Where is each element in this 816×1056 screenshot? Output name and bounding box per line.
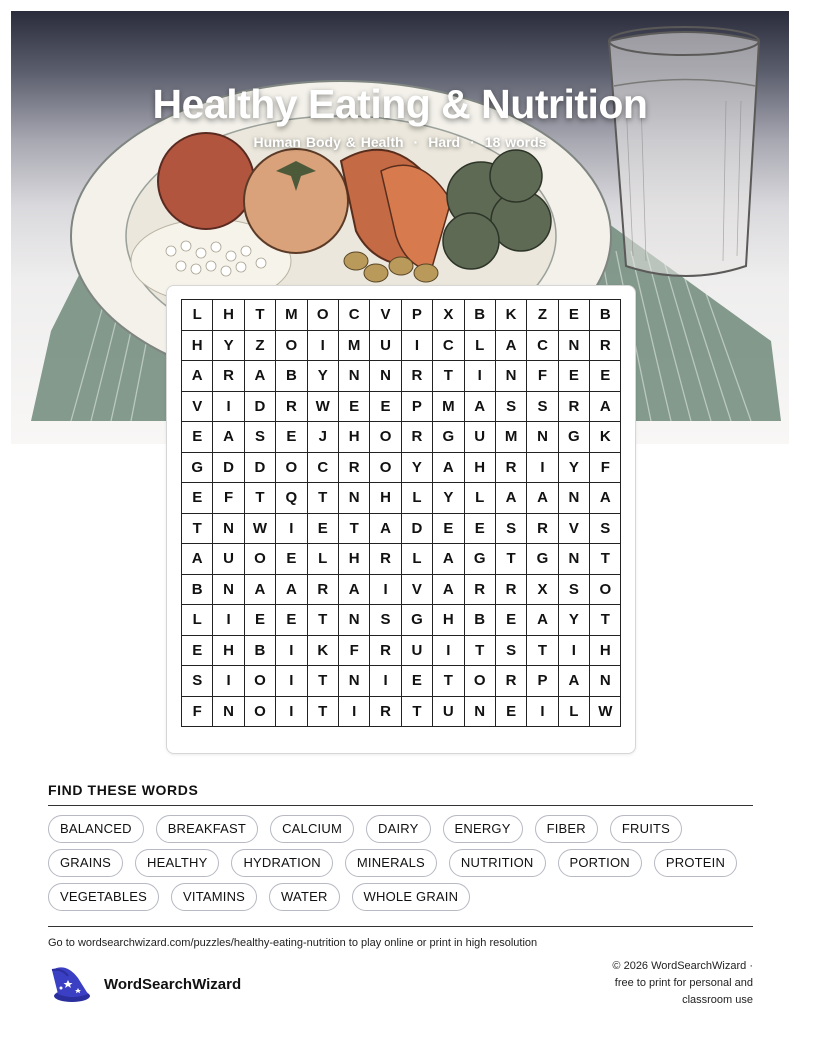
grid-cell[interactable]: G — [464, 544, 495, 575]
grid-cell[interactable]: T — [307, 483, 338, 514]
puzzle-grid-card — [166, 285, 636, 754]
grid-cell[interactable]: B — [590, 300, 621, 331]
grid-cell[interactable]: T — [338, 513, 369, 544]
grid-cell[interactable]: O — [370, 422, 401, 453]
grid-cell[interactable]: T — [590, 544, 621, 575]
grid-cell[interactable]: N — [558, 544, 589, 575]
grid-cell[interactable]: N — [370, 361, 401, 392]
grid-cell[interactable]: G — [401, 605, 432, 636]
grid-cell[interactable]: L — [558, 696, 589, 727]
word-chip: FRUITS — [610, 815, 682, 843]
grid-cell[interactable]: T — [527, 635, 558, 666]
grid-cell[interactable]: Y — [433, 483, 464, 514]
grid-cell[interactable]: P — [401, 300, 432, 331]
wizard-hat-icon — [48, 964, 90, 1004]
grid-cell[interactable]: A — [558, 666, 589, 697]
grid-cell[interactable]: S — [495, 391, 526, 422]
word-chip: MINERALS — [345, 849, 437, 877]
grid-cell[interactable]: V — [401, 574, 432, 605]
grid-cell[interactable]: T — [433, 666, 464, 697]
brand-logo — [48, 964, 241, 1004]
grid-row — [182, 361, 621, 392]
grid-cell[interactable]: T — [590, 605, 621, 636]
grid-cell[interactable]: I — [276, 513, 307, 544]
word-chip: VEGETABLES — [48, 883, 159, 911]
letter-grid — [181, 299, 621, 727]
grid-cell[interactable]: T — [244, 483, 275, 514]
grid-cell[interactable]: R — [401, 422, 432, 453]
grid-cell[interactable]: E — [558, 361, 589, 392]
grid-cell[interactable]: Y — [213, 330, 244, 361]
grid-cell[interactable]: H — [338, 544, 369, 575]
grid-cell[interactable]: F — [590, 452, 621, 483]
difficulty-label: Hard — [428, 134, 461, 150]
grid-cell[interactable]: O — [590, 574, 621, 605]
category-label: Human Body & Health — [253, 134, 404, 150]
grid-row — [182, 635, 621, 666]
word-chip: PROTEIN — [654, 849, 737, 877]
word-chip: GRAINS — [48, 849, 123, 877]
grid-cell[interactable]: Y — [401, 452, 432, 483]
grid-cell[interactable]: U — [401, 635, 432, 666]
copyright-line: free to print for personal and — [614, 977, 753, 989]
grid-cell[interactable]: R — [338, 452, 369, 483]
grid-cell[interactable]: O — [464, 666, 495, 697]
grid-cell[interactable]: I — [213, 391, 244, 422]
grid-cell[interactable]: L — [464, 483, 495, 514]
grid-cell[interactable]: T — [307, 666, 338, 697]
grid-cell[interactable]: R — [495, 666, 526, 697]
grid-cell[interactable]: A — [495, 483, 526, 514]
grid-cell[interactable]: C — [338, 300, 369, 331]
grid-cell[interactable]: L — [401, 544, 432, 575]
grid-cell[interactable]: E — [182, 422, 213, 453]
word-list-heading: FIND THESE WORDS — [48, 782, 199, 798]
grid-cell[interactable]: E — [370, 391, 401, 422]
grid-cell[interactable]: N — [590, 666, 621, 697]
grid-cell[interactable]: D — [213, 452, 244, 483]
grid-cell[interactable]: U — [213, 544, 244, 575]
grid-cell[interactable]: A — [464, 391, 495, 422]
grid-row — [182, 605, 621, 636]
word-chip: HYDRATION — [231, 849, 332, 877]
grid-cell[interactable]: O — [244, 696, 275, 727]
grid-cell[interactable]: Y — [558, 605, 589, 636]
grid-cell[interactable]: A — [276, 574, 307, 605]
grid-cell[interactable]: E — [464, 513, 495, 544]
grid-cell[interactable]: T — [433, 361, 464, 392]
grid-cell[interactable]: I — [370, 666, 401, 697]
grid-cell[interactable]: W — [307, 391, 338, 422]
grid-cell[interactable]: A — [338, 574, 369, 605]
grid-cell[interactable]: T — [401, 696, 432, 727]
grid-cell[interactable]: R — [276, 391, 307, 422]
grid-cell[interactable]: R — [370, 635, 401, 666]
grid-cell[interactable]: I — [307, 330, 338, 361]
grid-cell[interactable]: H — [213, 300, 244, 331]
grid-cell[interactable]: A — [590, 391, 621, 422]
word-list — [48, 815, 758, 911]
word-chip: WHOLE GRAIN — [352, 883, 471, 911]
grid-cell[interactable]: N — [495, 361, 526, 392]
grid-cell[interactable]: W — [244, 513, 275, 544]
divider — [48, 805, 753, 806]
grid-cell[interactable]: H — [370, 483, 401, 514]
grid-cell[interactable]: D — [401, 513, 432, 544]
grid-cell[interactable]: R — [590, 330, 621, 361]
grid-cell[interactable]: A — [433, 574, 464, 605]
grid-row — [182, 483, 621, 514]
grid-cell[interactable]: H — [338, 422, 369, 453]
grid-cell[interactable]: B — [182, 574, 213, 605]
grid-cell[interactable]: N — [213, 696, 244, 727]
grid-cell[interactable]: R — [558, 391, 589, 422]
grid-row — [182, 666, 621, 697]
grid-cell[interactable]: O — [276, 330, 307, 361]
grid-cell[interactable]: G — [558, 422, 589, 453]
grid-cell[interactable]: R — [213, 361, 244, 392]
grid-cell[interactable]: E — [495, 696, 526, 727]
grid-cell[interactable]: Y — [307, 361, 338, 392]
grid-cell[interactable]: I — [433, 635, 464, 666]
grid-cell[interactable]: F — [338, 635, 369, 666]
grid-cell[interactable]: H — [590, 635, 621, 666]
grid-cell[interactable]: W — [590, 696, 621, 727]
grid-cell[interactable]: R — [495, 452, 526, 483]
grid-cell[interactable]: Q — [276, 483, 307, 514]
grid-cell[interactable]: R — [464, 574, 495, 605]
grid-cell[interactable]: S — [495, 513, 526, 544]
grid-cell[interactable]: A — [433, 452, 464, 483]
grid-cell[interactable]: A — [244, 361, 275, 392]
grid-cell[interactable]: I — [558, 635, 589, 666]
grid-cell[interactable]: F — [182, 696, 213, 727]
grid-cell[interactable]: T — [244, 300, 275, 331]
grid-cell[interactable]: B — [464, 605, 495, 636]
grid-cell[interactable]: E — [182, 635, 213, 666]
copyright-line: © 2026 WordSearchWizard · — [612, 960, 753, 972]
grid-cell[interactable]: O — [307, 300, 338, 331]
grid-cell[interactable]: T — [307, 696, 338, 727]
grid-row — [182, 330, 621, 361]
grid-cell[interactable]: Z — [244, 330, 275, 361]
copyright-line: classroom use — [682, 994, 753, 1006]
grid-cell[interactable]: P — [527, 666, 558, 697]
grid-cell[interactable]: S — [558, 574, 589, 605]
grid-cell[interactable]: Y — [558, 452, 589, 483]
grid-cell[interactable]: M — [495, 422, 526, 453]
grid-cell[interactable]: H — [182, 330, 213, 361]
grid-cell[interactable]: I — [276, 666, 307, 697]
grid-row — [182, 452, 621, 483]
grid-cell[interactable]: X — [433, 300, 464, 331]
word-chip: BREAKFAST — [156, 815, 258, 843]
grid-cell[interactable]: F — [527, 361, 558, 392]
grid-cell[interactable]: L — [182, 605, 213, 636]
grid-cell[interactable]: U — [370, 330, 401, 361]
grid-cell[interactable]: D — [244, 452, 275, 483]
grid-cell[interactable]: H — [464, 452, 495, 483]
grid-cell[interactable]: A — [495, 330, 526, 361]
grid-cell[interactable]: R — [307, 574, 338, 605]
brand-name: WordSearchWizard — [104, 975, 242, 993]
grid-cell[interactable]: E — [433, 513, 464, 544]
grid-cell[interactable]: A — [213, 422, 244, 453]
grid-cell[interactable]: E — [495, 605, 526, 636]
word-chip: ENERGY — [443, 815, 523, 843]
grid-cell[interactable]: K — [307, 635, 338, 666]
grid-cell[interactable]: F — [213, 483, 244, 514]
word-count-label: 18 words — [484, 134, 547, 150]
grid-cell[interactable]: H — [433, 605, 464, 636]
grid-cell[interactable]: N — [338, 483, 369, 514]
grid-cell[interactable]: I — [213, 605, 244, 636]
grid-cell[interactable]: N — [213, 574, 244, 605]
grid-cell[interactable]: O — [244, 544, 275, 575]
grid-cell[interactable]: N — [558, 330, 589, 361]
grid-cell[interactable]: L — [307, 544, 338, 575]
grid-cell[interactable]: E — [244, 605, 275, 636]
grid-row — [182, 422, 621, 453]
grid-cell[interactable]: P — [401, 391, 432, 422]
grid-cell[interactable]: C — [307, 452, 338, 483]
grid-cell[interactable]: N — [464, 696, 495, 727]
grid-cell[interactable]: O — [370, 452, 401, 483]
grid-cell[interactable]: I — [464, 361, 495, 392]
word-chip: DAIRY — [366, 815, 431, 843]
grid-cell[interactable]: I — [276, 635, 307, 666]
grid-cell[interactable]: S — [370, 605, 401, 636]
grid-row — [182, 544, 621, 575]
grid-cell[interactable]: O — [276, 452, 307, 483]
grid-cell[interactable]: E — [558, 300, 589, 331]
grid-cell[interactable]: R — [370, 544, 401, 575]
grid-cell[interactable]: A — [527, 483, 558, 514]
grid-cell[interactable]: B — [464, 300, 495, 331]
grid-cell[interactable]: L — [401, 483, 432, 514]
grid-cell[interactable]: T — [464, 635, 495, 666]
grid-cell[interactable]: C — [433, 330, 464, 361]
grid-cell[interactable]: I — [276, 696, 307, 727]
grid-cell[interactable]: I — [527, 696, 558, 727]
grid-cell[interactable]: G — [527, 544, 558, 575]
grid-cell[interactable]: E — [276, 422, 307, 453]
grid-cell[interactable]: T — [495, 544, 526, 575]
grid-cell[interactable]: N — [338, 605, 369, 636]
grid-cell[interactable]: A — [590, 483, 621, 514]
grid-cell[interactable]: N — [338, 361, 369, 392]
page-title: Healthy Eating & Nutrition — [152, 81, 648, 127]
grid-cell[interactable]: E — [182, 483, 213, 514]
meta-separator: · — [413, 134, 419, 150]
grid-cell[interactable]: I — [338, 696, 369, 727]
grid-cell[interactable]: M — [433, 391, 464, 422]
grid-cell[interactable]: S — [244, 422, 275, 453]
grid-cell[interactable]: R — [495, 574, 526, 605]
word-chip: HEALTHY — [135, 849, 219, 877]
word-chip: NUTRITION — [449, 849, 546, 877]
grid-cell[interactable]: V — [182, 391, 213, 422]
grid-cell[interactable]: A — [370, 513, 401, 544]
word-chip: VITAMINS — [171, 883, 257, 911]
copyright-notice — [583, 958, 753, 1009]
grid-cell[interactable]: X — [527, 574, 558, 605]
grid-cell[interactable]: S — [590, 513, 621, 544]
word-chip: BALANCED — [48, 815, 144, 843]
grid-cell[interactable]: J — [307, 422, 338, 453]
grid-cell[interactable]: O — [244, 666, 275, 697]
grid-cell[interactable]: A — [527, 605, 558, 636]
grid-cell[interactable]: A — [182, 544, 213, 575]
grid-cell[interactable]: E — [307, 513, 338, 544]
grid-cell[interactable]: K — [495, 300, 526, 331]
grid-cell[interactable]: S — [182, 666, 213, 697]
grid-cell[interactable]: I — [527, 452, 558, 483]
grid-cell[interactable]: G — [433, 422, 464, 453]
word-chip: CALCIUM — [270, 815, 354, 843]
grid-row — [182, 391, 621, 422]
grid-cell[interactable]: N — [213, 513, 244, 544]
grid-cell[interactable]: N — [527, 422, 558, 453]
grid-cell[interactable]: K — [590, 422, 621, 453]
grid-cell[interactable]: L — [182, 300, 213, 331]
grid-cell[interactable]: H — [213, 635, 244, 666]
grid-row — [182, 300, 621, 331]
grid-cell[interactable]: E — [276, 544, 307, 575]
grid-cell[interactable]: I — [401, 330, 432, 361]
footer-url-text: Go to wordsearchwizard.com/puzzles/healthy-eating-nutrition to play online or print in high resolution — [48, 937, 538, 949]
grid-cell[interactable]: E — [590, 361, 621, 392]
grid-row — [182, 513, 621, 544]
puzzle-meta — [11, 134, 789, 150]
grid-cell[interactable]: V — [558, 513, 589, 544]
grid-cell[interactable]: A — [433, 544, 464, 575]
grid-cell[interactable]: U — [433, 696, 464, 727]
grid-cell[interactable]: R — [527, 513, 558, 544]
grid-cell[interactable]: M — [276, 300, 307, 331]
word-chip: WATER — [269, 883, 340, 911]
grid-cell[interactable]: E — [338, 391, 369, 422]
grid-cell[interactable]: B — [244, 635, 275, 666]
grid-cell[interactable]: T — [307, 605, 338, 636]
grid-cell[interactable]: G — [182, 452, 213, 483]
grid-cell[interactable]: R — [370, 696, 401, 727]
grid-cell[interactable]: N — [338, 666, 369, 697]
grid-cell[interactable]: T — [182, 513, 213, 544]
word-chip: FIBER — [535, 815, 598, 843]
grid-cell[interactable]: N — [558, 483, 589, 514]
grid-cell[interactable]: E — [276, 605, 307, 636]
grid-cell[interactable]: L — [464, 330, 495, 361]
grid-cell[interactable]: A — [182, 361, 213, 392]
grid-row — [182, 574, 621, 605]
grid-cell[interactable]: D — [244, 391, 275, 422]
grid-cell[interactable]: I — [370, 574, 401, 605]
grid-cell[interactable]: A — [244, 574, 275, 605]
word-chip: PORTION — [558, 849, 642, 877]
grid-cell[interactable]: B — [276, 361, 307, 392]
meta-separator: · — [470, 134, 475, 150]
grid-cell[interactable]: C — [527, 330, 558, 361]
grid-row — [182, 696, 621, 727]
divider — [48, 926, 753, 927]
grid-cell[interactable]: E — [401, 666, 432, 697]
grid-cell[interactable]: Z — [527, 300, 558, 331]
grid-cell[interactable]: U — [464, 422, 495, 453]
grid-cell[interactable]: M — [338, 330, 369, 361]
grid-cell[interactable]: R — [401, 361, 432, 392]
grid-cell[interactable]: V — [370, 300, 401, 331]
grid-cell[interactable]: I — [213, 666, 244, 697]
grid-cell[interactable]: S — [527, 391, 558, 422]
grid-cell[interactable]: S — [495, 635, 526, 666]
